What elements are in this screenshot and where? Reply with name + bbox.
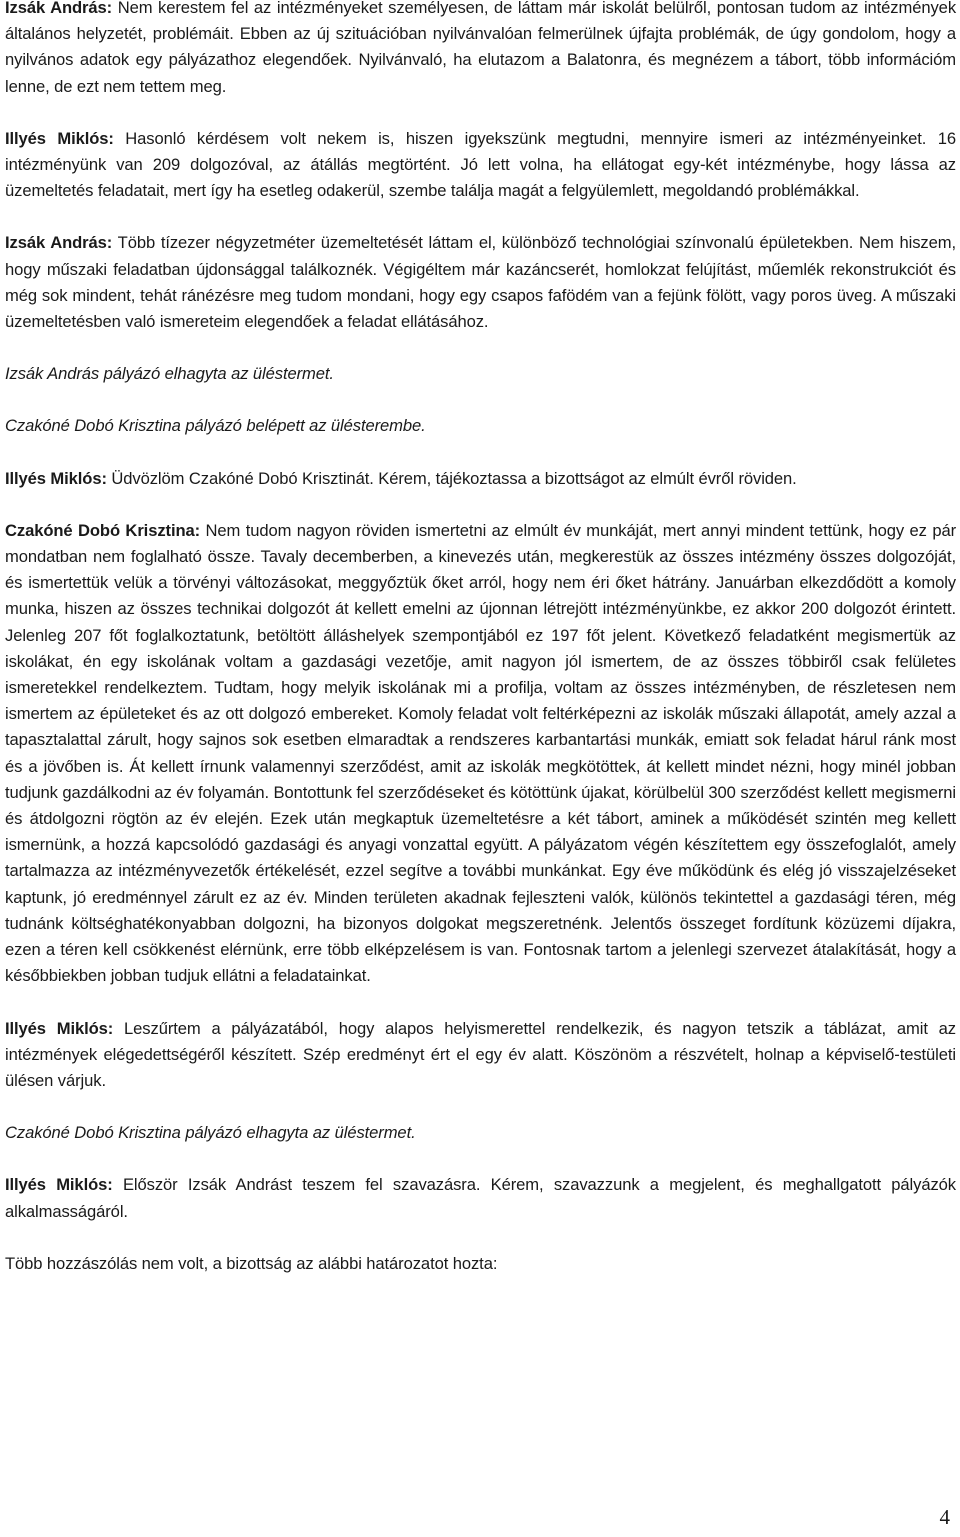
paragraph-illyes-3	[5, 1016, 956, 1095]
speaker-name: Illyés Miklós:	[5, 128, 114, 148]
paragraph-illyes-1	[5, 126, 956, 205]
note-czakone-left: Czakóné Dobó Krisztina pályázó elhagyta az üléstermet.	[5, 1123, 416, 1143]
paragraph-illyes-2	[5, 466, 956, 492]
paragraph-illyes-4	[5, 1172, 956, 1224]
speaker-name: Illyés Miklós:	[5, 468, 107, 488]
resolution-intro: Több hozzászólás nem volt, a bizottság az alábbi határozatot hozta:	[5, 1253, 498, 1273]
paragraph-text: Több tízezer négyzetméter üzemeltetését láttam el, különböző technológiai színvonalú épületekben. Nem hiszem, hogy műszaki feladatban újdonsággal találkoznék. Végigéltem már kazáncserét, homlokzat felújítást, műemlék rekonstrukciót és még sok mindent, tehát ránézésre meg tudom mondani, hogy egy csapos fafödém van a fejünk fölött, vagy poros üveg. A műszaki üzemeltetésben való ismereteim elegendőek a feladat ellátásához.	[5, 233, 956, 332]
document-page	[5, 0, 956, 1277]
paragraph-text: Először Izsák Andrást teszem fel szavazásra. Kérem, szavazzunk a megjelent, és meghallgatott pályázók alkalmasságáról.	[5, 1175, 956, 1221]
speaker-name: Izsák András:	[5, 233, 113, 253]
paragraph-text: Nem tudom nagyon röviden ismertetni az elmúlt év munkáját, mert annyi mindent tettünk, hogy ez pár mondatban nem foglalható össze. Tavaly decemberben, a kinevezés után, megkerestük az összes intézmény összes dolgozóját, és ismertettük velük a törvényi változásokat, meggyőztük őket arról, hogy nem éri őket hátrány. Januárban elkezdődött a komoly munka, hiszen az összes technikai dolgozót át kellett emelni az újonnan létrejött intézményünkbe, ez akkor 200 dolgozót érintett. Jelenleg 207 főt foglalkoztatunk, betöltött álláshelyek szempontjából ez 197 főt jelent. Következő feladatként megismertük az iskolákat, én egy iskolának voltam a gazdasági vezetője, amit nagyon jól ismertem, de az összes többiről csak felületes ismeretekkel rendelkeztem. Tudtam, hogy melyik iskolának mi a profilja, voltam az összes intézményben, de részletesen nem ismertem az épületeket és az ott dolgozó embereket. Komoly feladat volt feltérképezni az iskolák műszaki állapotát, amely azzal a tapasztalattal zárult, hogy sajnos sok esetben elmaradtak a rendszeres karbantartási munkák, emiatt sok feladat hárul ránk most és a jövőben is. Át kellett írnunk valamennyi szerződést, amit az iskolák megkötöttek, át kellett mindet nézni, hogy minél jobban tudjunk gazdálkodni az év folyamán. Bontottunk fel szerződéseket és kötöttünk újakat, körülbelül 300 szerződést kellett megismerni és átdolgozni rögtön az év elején. Ezek után megkaptuk üzemeltetésre a két tábort, aminek a működését szintén meg kellett ismernünk, a hozzá kapcsolódó gazdasági és anyagi vonzattal együtt. A pályázatom végén készítettem egy összefoglalót, amely tartalmazza az intézményvezetők értékelését, ezzel segítve a további munkánkat. Egy éve működünk és elég jó visszajelzéseket kaptunk, jó eredménnyel zárult ez az év. Minden területen akadnak fejleszteni valók, különös tekintettel a gazdasági téren, még tudnánk költséghatékonyabban dolgozni, ha bizonyos dolgokat megszeretnénk. Jelentős összeget fordítunk közüzemi díjakra, ezen a téren kell csökkenést elérnünk, erre több elképzelésem is van. Fontosnak tartom a jelenlegi szervezet átalakítását, hogy a későbbiekben jobban tudjuk ellátni a feladatainkat.	[5, 520, 957, 986]
note-czakone-entered: Czakóné Dobó Krisztina pályázó belépett az ülésterembe.	[5, 416, 426, 436]
paragraph-text: Nem kerestem fel az intézményeket személyesen, de láttam már iskolát belülről, pontosan tudom az intézmények általános helyzetét, problémáit. Ebben az új szituációban nyilvánvalóan felmerülnek újfajta problémák, de úgy gondolom, hogy a nyilvános adatok egy pályázathoz elegendőek. Nyilvánvaló, ha elutazom a Balatonra, és megnézem a tábort, több információm lenne, de ezt nem tettem meg.	[5, 0, 957, 96]
paragraph-text: Üdvözlöm Czakóné Dobó Krisztinát. Kérem, tájékoztassa a bizottságot az elmúlt évről röviden.	[106, 468, 797, 488]
paragraph-izsak-1	[5, 0, 956, 100]
speaker-name: Izsák András:	[5, 0, 113, 17]
paragraph-czakone-1	[5, 518, 956, 990]
note-izsak-left: Izsák András pályázó elhagyta az üléstermet.	[5, 364, 334, 384]
page-number: 4	[939, 1505, 950, 1529]
paragraph-izsak-2	[5, 230, 956, 335]
speaker-name: Illyés Miklós:	[5, 1175, 113, 1195]
paragraph-text: Leszűrtem a pályázatából, hogy alapos helyismerettel rendelkezik, és nagyon tetszik a táblázat, amit az intézmények elégedettségéről készített. Szép eredményt ért el egy év alatt. Köszönöm a részvételt, holnap a képviselő-testületi ülésen várjuk.	[5, 1018, 956, 1090]
speaker-name: Illyés Miklós:	[5, 1018, 114, 1038]
paragraph-text: Hasonló kérdésem volt nekem is, hiszen igyekszünk megtudni, mennyire ismeri az intézményeinket. 16 intézményünk van 209 dolgozóval, az átállás megtörtént. Jó lett volna, ha ellátogat egy-két intézménybe, hogy lássa az üzemeltetés feladatait, mert így ha esetleg odakerül, szembe találja magát a felgyülemlett, megoldandó problémákkal.	[5, 128, 957, 201]
speaker-name: Czakóné Dobó Krisztina:	[5, 520, 201, 540]
